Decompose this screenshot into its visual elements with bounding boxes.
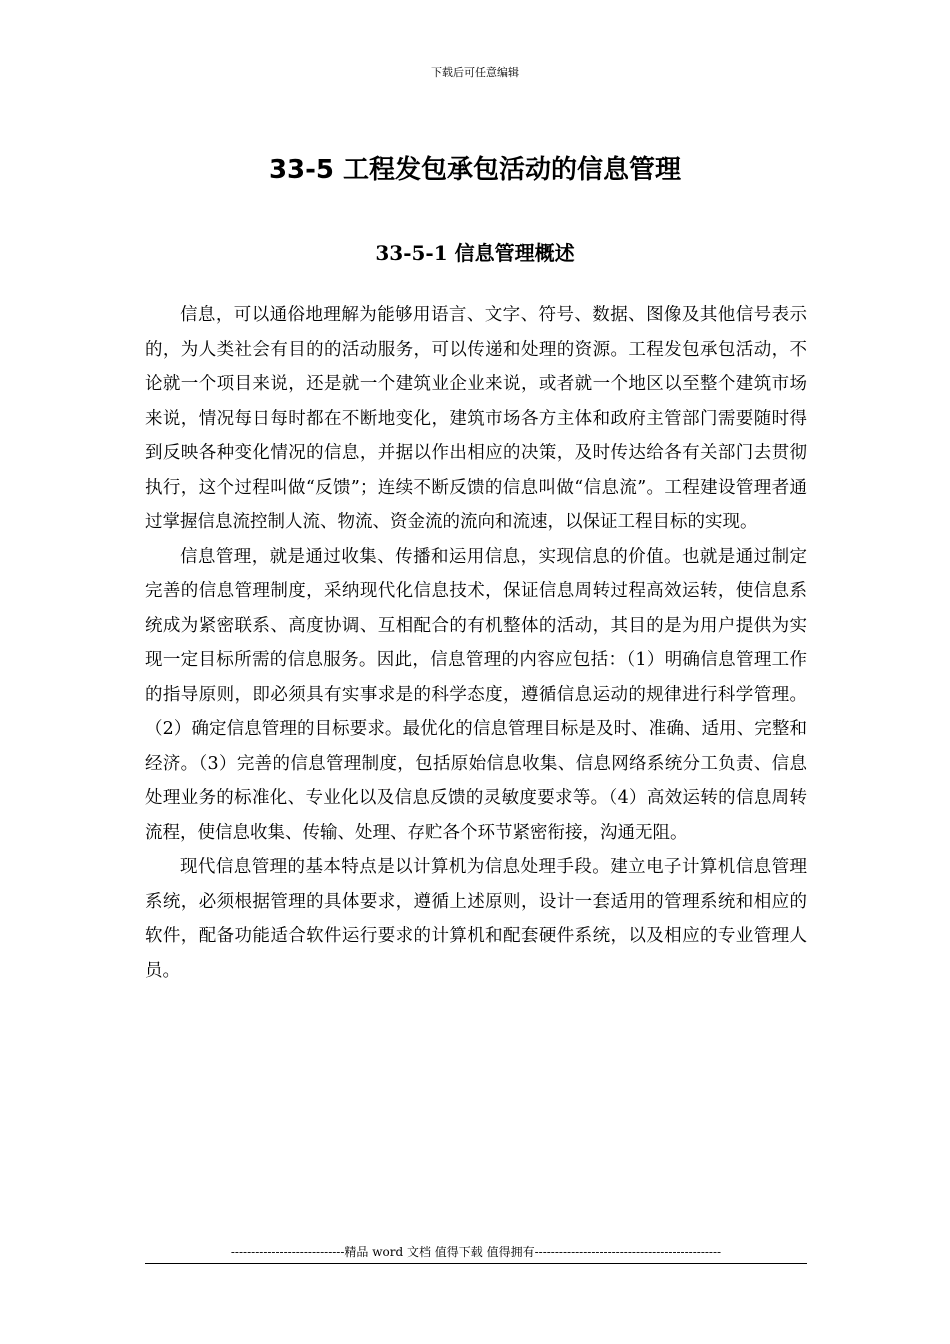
paragraph: 信息管理，就是通过收集、传播和运用信息，实现信息的价值。也就是通过制定完善的信息管理制度，采纳现代化信息技术，保证信息周转过程高效运转，使信息系统成为紧密联系、高度协调、互相配合的有机整体的活动，其目的是为用户提供为实现一定目标所需的信息服务。因此，信息管理的内容应包括：（1）明确信息管理工作的指导原则，即必须具有实事求是的科学态度，遵循信息运动的规律进行科学管理。（2）确定信息管理的目标要求。最优化的信息管理目标是及时、准确、适用、完整和经济。（3）完善的信息管理制度，包括原始信息收集、信息网络系统分工负责、信息处理业务的标准化、专业化以及信息反馈的灵敏度要求等。（4）高效运转的信息周转流程，使信息收集、传输、处理、存贮各个环节紧密衔接，沟通无阻。 bbox=[145, 546, 807, 843]
footer-divider bbox=[145, 1263, 807, 1264]
body-text bbox=[145, 298, 807, 988]
paragraph: 现代信息管理的基本特点是以计算机为信息处理手段。建立电子计算机信息管理系统，必须根据管理的具体要求，遵循上述原则，设计一套适用的管理系统和相应的软件，配备功能适合软件运行要求的计算机和配套硬件系统，以及相应的专业管理人员。 bbox=[145, 857, 807, 981]
section-title: 33-5-1 信息管理概述 bbox=[375, 241, 575, 265]
document-title: 33-5 工程发包承包活动的信息管理 bbox=[268, 155, 682, 185]
footer-text: ----------------------------精品 word 文档 值得下载 值得拥有---------------------------------------------- bbox=[230, 1245, 722, 1259]
paragraph: 信息，可以通俗地理解为能够用语言、文字、符号、数据、图像及其他信号表示的，为人类社会有目的的活动服务，可以传递和处理的资源。工程发包承包活动，不论就一个项目来说，还是就一个建筑业企业来说，或者就一个地区以至整个建筑市场来说，情况每日每时都在不断地变化，建筑市场各方主体和政府主管部门需要随时得到反映各种变化情况的信息，并据以作出相应的决策，及时传达给各有关部门去贯彻执行，这个过程叫做“反馈”；连续不断反馈的信息叫做“信息流”。工程建设管理者通过掌握信息流控制人流、物流、资金流的流向和流速，以保证工程目标的实现。 bbox=[145, 305, 807, 532]
header-note: 下载后可任意编辑 bbox=[431, 66, 519, 79]
